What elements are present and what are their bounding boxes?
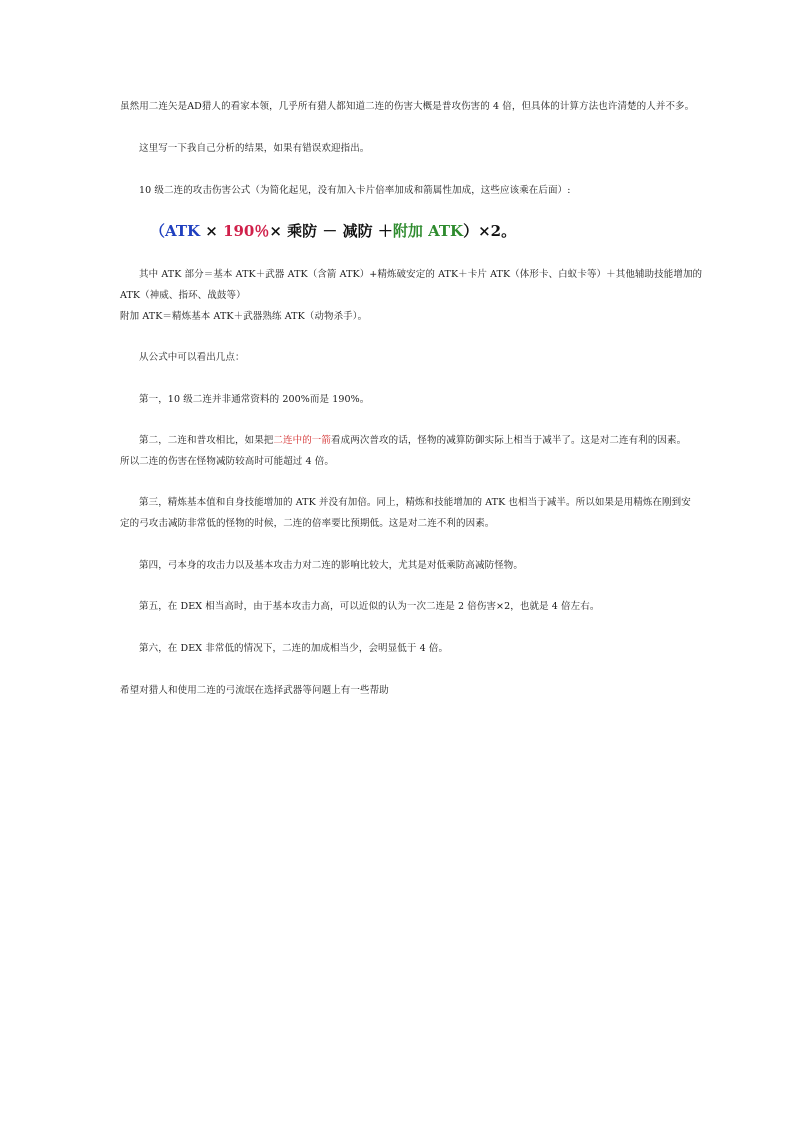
damage-formula: [150, 220, 516, 242]
paragraph-point-2-cont: 所以二连的伤害在怪物减防较高时可能超过 4 倍。: [120, 456, 334, 467]
paragraph-point-3-cont: 定的弓攻击减防非常低的怪物的时候，二连的倍率要比预期低。这是对二连不利的因素。: [120, 518, 495, 529]
paragraph-formula-intro: 10 级二连的攻击伤害公式（为简化起见，没有加入卡片倍率加成和箭属性加成，这些应该乘在后面）:: [139, 185, 571, 196]
paragraph-point-4: 第四，弓本身的攻击力以及基本攻击力对二连的影响比较大，尤其是对低乘防高减防怪物。: [139, 560, 524, 571]
paragraph-intro: 虽然用二连矢是AD猎人的看家本领，几乎所有猎人都知道二连的伤害大概是普攻伤害的 4 倍，但具体的计算方法也许清楚的人并不多。: [120, 101, 695, 112]
point-2-post: 看成两次普攻的话，怪物的减算防御实际上相当于减半了。这是对二连有利的因素。: [331, 435, 687, 446]
paragraph-note: 这里写一下我自己分析的结果，如果有错误欢迎指出。: [139, 143, 370, 154]
paragraph-point-2: [139, 434, 687, 447]
paragraph-points-intro: 从公式中可以看出几点：: [139, 352, 245, 363]
paragraph-extra-atk-definition: 附加 ATK＝精炼基本 ATK＋武器熟练 ATK（动物杀手）。: [120, 311, 368, 322]
point-2-pre: 第二，二连和普攻相比，如果把: [139, 435, 274, 446]
point-2-highlight: 二连中的一箭: [273, 435, 332, 446]
paragraph-closing: 希望对猎人和使用二连的弓流氓在选择武器等问题上有一些帮助: [120, 685, 389, 696]
paragraph-point-1: 第一，10 级二连并非通常资料的 200%而是 190%。: [139, 394, 370, 405]
formula-defense-terms: × 乘防 － 减防 ＋: [269, 222, 393, 240]
formula-percent: 190％: [223, 222, 270, 240]
paragraph-point-5: 第五，在 DEX 相当高时，由于基本攻击力高，可以近似的认为一次二连是 2 倍伤害×2，也就是 4 倍左右。: [139, 601, 600, 612]
formula-times: ×: [200, 222, 224, 240]
formula-close: ）×2。: [463, 222, 517, 240]
formula-open: （: [150, 222, 166, 240]
formula-extra-atk: 附加 ATK: [392, 222, 464, 240]
formula-atk: ATK: [165, 222, 201, 240]
paragraph-point-6: 第六，在 DEX 非常低的情况下，二连的加成相当少，会明显低于 4 倍。: [139, 643, 449, 654]
paragraph-atk-definition-cont: ATK（神威、指环、战鼓等）: [120, 290, 246, 301]
paragraph-atk-definition: 其中 ATK 部分＝基本 ATK＋武器 ATK（含箭 ATK）+精炼破安定的 ATK＋卡片 ATK（体形卡、白蚁卡等）＋其他辅助技能增加的: [139, 269, 703, 280]
paragraph-point-3: 第三，精炼基本值和自身技能增加的 ATK 并没有加倍。同上，精炼和技能增加的 ATK 也相当于减半。所以如果是用精炼在刚到安: [139, 497, 691, 508]
